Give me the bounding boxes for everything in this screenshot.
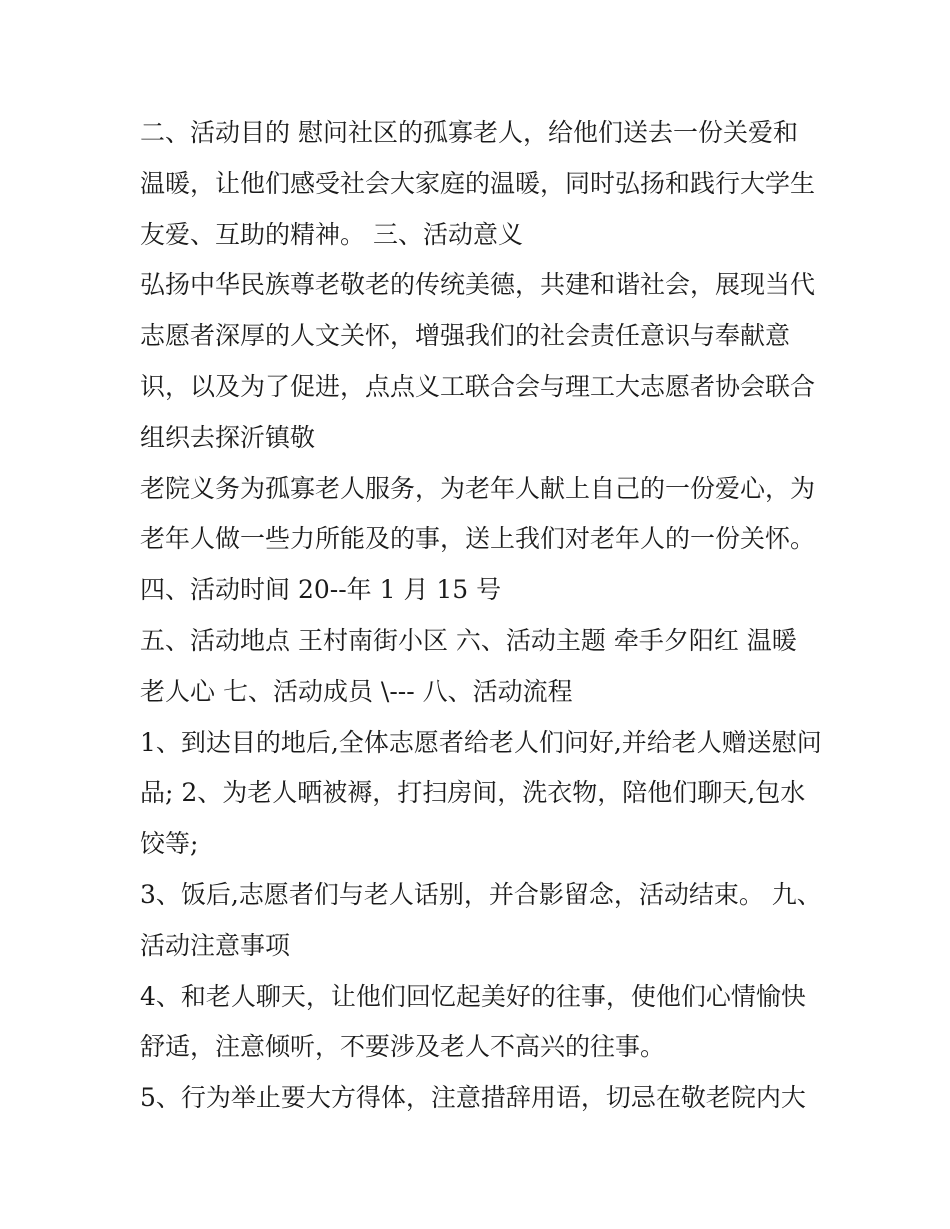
text-line: 3、饭后,志愿者们与老人话别，并合影留念，活动结束。 九、 (140, 879, 822, 909)
text-line: 二、活动目的 慰问社区的孤寡老人，给他们送去一份关爱和 (140, 118, 798, 147)
text-line: 老人心 七、活动成员 \--- 八、活动流程 (140, 676, 573, 706)
text-line: 弘扬中华民族尊老敬老的传统美德，共建和谐社会，展现当代 (140, 270, 816, 300)
text-line: 温暖，让他们感受社会大家庭的温暖，同时弘扬和践行大学生 (140, 168, 816, 198)
document-body (140, 108, 830, 1124)
text-line: 老院义务为孤寡老人服务，为老年人献上自己的一份爱心，为 (140, 473, 816, 503)
text-line: 1、到达目的地后,全体志愿者给老人们问好,并给老人赠送慰问 (140, 727, 822, 757)
text-line: 友爱、互助的精神。 三、活动意义 (140, 219, 523, 249)
text-line: 志愿者深厚的人文关怀，增强我们的社会责任意识与奉献意 (140, 321, 791, 351)
text-line: 四、活动时间 20--年 1 月 15 号 (140, 575, 502, 605)
text-line: 老年人做一些力所能及的事，送上我们对老年人的一份关怀。 (140, 524, 816, 554)
text-line: 识，以及为了促进，点点义工联合会与理工大志愿者协会联合 (140, 371, 816, 401)
text-line: 饺等; (140, 829, 199, 859)
text-line: 舒适，注意倾听，不要涉及老人不高兴的往事。 (140, 1032, 666, 1062)
text-line: 组织去探沂镇敬 (140, 422, 316, 452)
text-line: 4、和老人聊天，让他们回忆起美好的往事，使他们心情愉快 (140, 981, 806, 1011)
text-line: 品; 2、为老人晒被褥，打扫房间，洗衣物，陪他们聊天,包水 (140, 778, 806, 808)
text-line: 五、活动地点 王村南街小区 六、活动主题 牵手夕阳红 温暖 (140, 625, 797, 655)
text-line: 5、行为举止要大方得体，注意措辞用语，切忌在敬老院内大 (140, 1083, 806, 1113)
text-line: 活动注意事项 (140, 930, 291, 960)
